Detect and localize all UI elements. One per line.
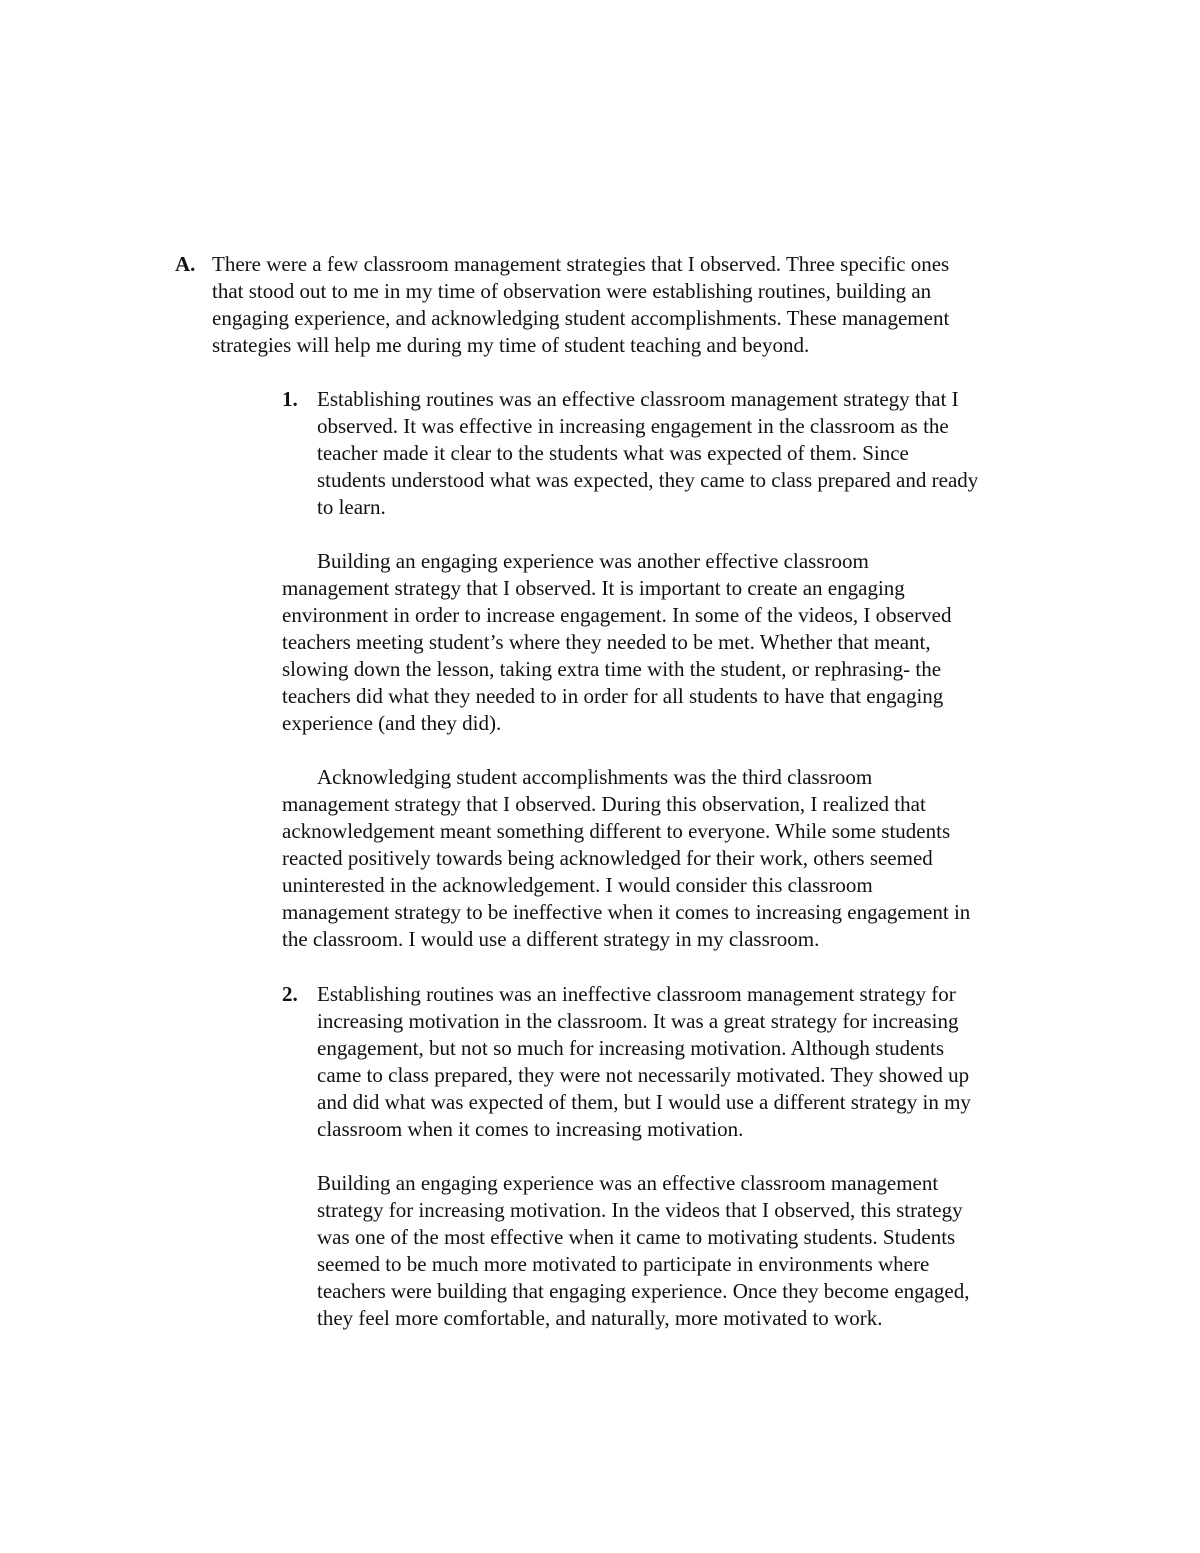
list-item-2-line: and did what was expected of them, but I would use a different strategy in my	[317, 1090, 971, 1114]
paragraph-line: Building an engaging experience was an effective classroom management	[317, 1171, 939, 1195]
list-item-1-line: observed. It was effective in increasing engagement in the classroom as the	[317, 414, 949, 438]
paragraph-line: management strategy that I observed. During this observation, I realized that	[282, 792, 926, 816]
paragraph-line: they feel more comfortable, and naturally, more motivated to work.	[317, 1306, 883, 1330]
paragraph-line: teachers meeting student’s where they needed to be met. Whether that meant,	[282, 630, 931, 654]
paragraph-line: experience (and they did).	[282, 711, 502, 735]
section-a-line: that stood out to me in my time of observation were establishing routines, building an	[212, 279, 932, 303]
list-item-2-line: increasing motivation in the classroom. It was a great strategy for increasing	[317, 1009, 959, 1033]
paragraph-line: teachers were building that engaging experience. Once they become engaged,	[317, 1279, 970, 1303]
paragraph-line: acknowledgement meant something different to everyone. While some students	[282, 819, 951, 843]
list-item-2-line: Establishing routines was an ineffective classroom management strategy for	[317, 982, 956, 1006]
paragraph-line: strategy for increasing motivation. In the videos that I observed, this strategy	[317, 1198, 963, 1222]
list-item-1-marker: 1.	[282, 387, 298, 411]
list-item-1-line: Establishing routines was an effective classroom management strategy that I	[317, 387, 959, 411]
list-item-1-line: teacher made it clear to the students what was expected of them. Since	[317, 441, 909, 465]
paragraph-line: uninterested in the acknowledgement. I would consider this classroom	[282, 873, 873, 897]
list-item-2-marker: 2.	[282, 982, 298, 1006]
section-a-line: engaging experience, and acknowledging student accomplishments. These management	[212, 306, 950, 330]
paragraph-line: environment in order to increase engagement. In some of the videos, I observed	[282, 603, 952, 627]
paragraph-line: Acknowledging student accomplishments was the third classroom	[317, 765, 873, 789]
paragraph-line: teachers did what they needed to in order for all students to have that engaging	[282, 684, 944, 708]
paragraph-line: Building an engaging experience was another effective classroom	[317, 549, 869, 573]
paragraph-line: the classroom. I would use a different strategy in my classroom.	[282, 927, 820, 951]
paragraph-line: management strategy that I observed. It is important to create an engaging	[282, 576, 905, 600]
paragraph-line: slowing down the lesson, taking extra time with the student, or rephrasing- the	[282, 657, 942, 681]
section-a-marker: A.	[175, 252, 196, 276]
paragraph-line: seemed to be much more motivated to participate in environments where	[317, 1252, 930, 1276]
list-item-1-line: students understood what was expected, they came to class prepared and ready	[317, 468, 979, 492]
list-item-2-line: came to class prepared, they were not necessarily motivated. They showed up	[317, 1063, 970, 1087]
list-item-1-line: to learn.	[317, 495, 386, 519]
list-item-2-line: classroom when it comes to increasing motivation.	[317, 1117, 744, 1141]
paragraph-line: reacted positively towards being acknowledged for their work, others seemed	[282, 846, 933, 870]
paragraph-line: management strategy to be ineffective when it comes to increasing engagement in	[282, 900, 971, 924]
section-a-line: strategies will help me during my time of student teaching and beyond.	[212, 333, 810, 357]
paragraph-line: was one of the most effective when it came to motivating students. Students	[317, 1225, 956, 1249]
list-item-2-line: engagement, but not so much for increasing motivation. Although students	[317, 1036, 944, 1060]
section-a-line: There were a few classroom management strategies that I observed. Three specific ones	[212, 252, 950, 276]
